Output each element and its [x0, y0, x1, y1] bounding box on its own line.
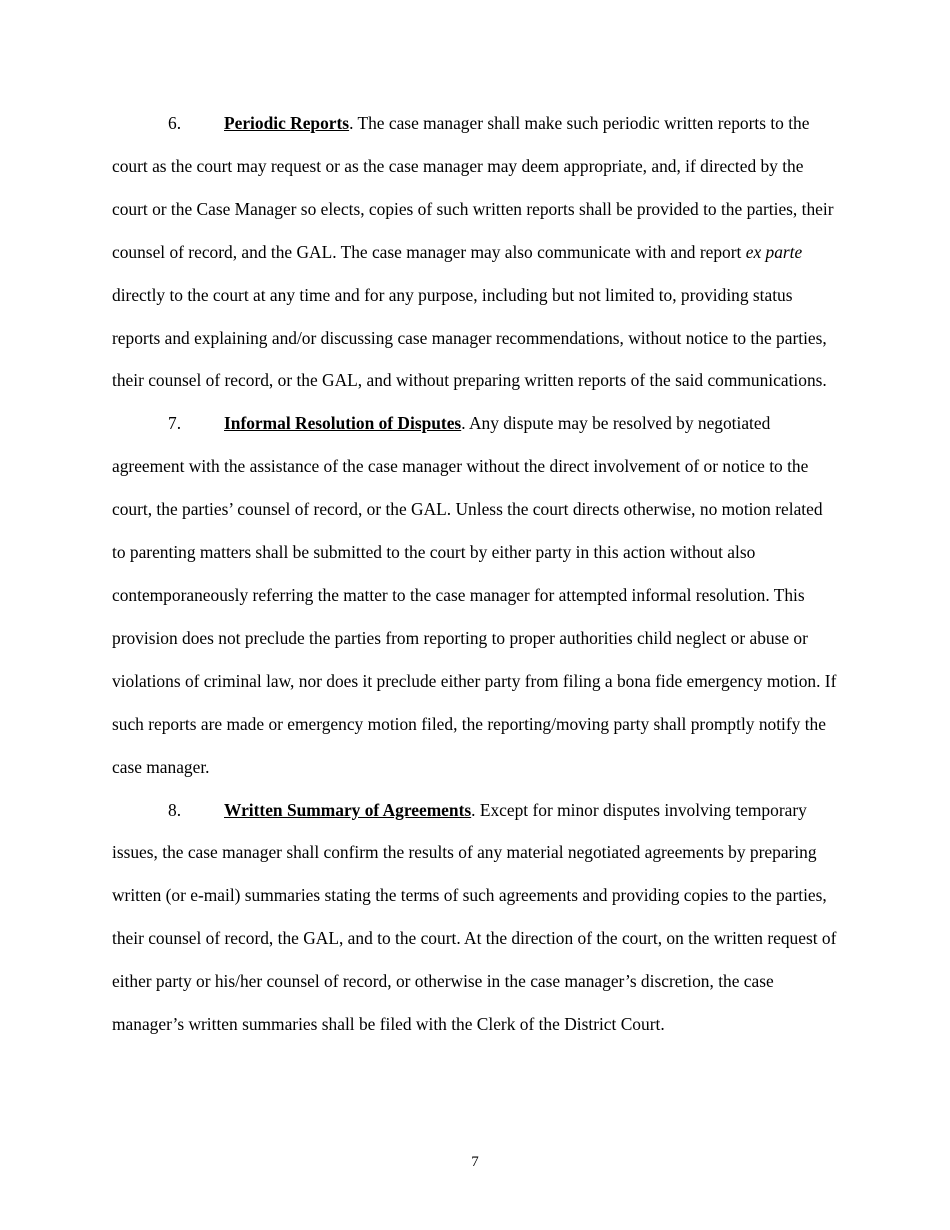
paragraph-heading: Informal Resolution of Disputes — [224, 413, 462, 434]
paragraph-number: 7. — [168, 413, 182, 434]
document-body — [112, 102, 840, 1046]
paragraph-text: . Except for minor disputes involving temporary issues, the case manager shall confirm the results of any material negotiated agreements by preparing written (or e-mail) summaries stating the terms of such agreements and providing copies to the parties, their counsel of record, the GAL, and to the court. At the direction of the court, on the written request of either party or his/her counsel of record, or otherwise in the case manager’s discretion, the case manager’s written summaries shall be filed with the Clerk of the District Court. — [112, 799, 837, 1035]
paragraph-periodic-reports — [112, 102, 840, 402]
paragraph-number: 6. — [168, 113, 182, 133]
paragraph-heading: Periodic Reports — [224, 113, 350, 133]
paragraph-number: 8. — [168, 799, 182, 820]
page-number: 7 — [471, 1154, 479, 1170]
paragraph-text: . The case manager shall make such periodic written reports to the court as the court may request or as the case manager may deem appropriate, and, if directed by the court or the Case Manager so elects, copies of such written reports shall be provided to the parties, their counsel of record, and the GAL. The case manager may also communicate with and report — [112, 113, 834, 262]
paragraph-text-continued: directly to the court at any time and for any purpose, including but not limited to, providing status reports and explaining and/or discussing case manager recommendations, without notice to the parties, their counsel of record, or the GAL, and without preparing written reports of the said communications. — [112, 284, 827, 391]
paragraph-heading: Written Summary of Agreements — [224, 799, 472, 820]
paragraph-text: . Any dispute may be resolved by negotiated agreement with the assistance of the case manager without the direct involvement of or notice to the court, the parties’ counsel of record, or the GAL. Unless the court directs otherwise, no motion related to parenting matters shall be submitted to the court by either party in this action without also contemporaneously referring the matter to the case manager for attempted informal resolution. This provision does not preclude the parties from reporting to proper authorities child neglect or abuse or violations of criminal law, nor does it preclude either party from filing a bona fide emergency motion. If such reports are made or emergency motion filed, the reporting/moving party shall promptly notify the case manager. — [112, 413, 837, 777]
paragraph-italic-text: ex parte — [745, 241, 803, 262]
paragraph-informal-resolution — [112, 402, 840, 788]
paragraph-written-summary — [112, 789, 840, 1046]
